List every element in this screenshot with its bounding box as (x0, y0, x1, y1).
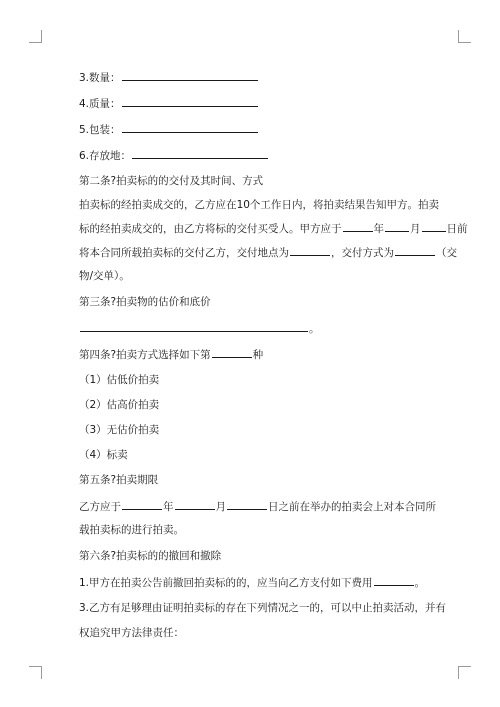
crop-mark-top-left (29, 30, 42, 43)
packaging-label: 5.包装： (79, 124, 121, 136)
valuation-blank (80, 321, 308, 332)
article-5-para-line-1: 乙方应于 年 月 日之前在举办的拍卖会上对本合同所 (79, 501, 436, 513)
quality-blank (122, 96, 258, 107)
withdrawal-fee-blank (374, 575, 414, 586)
article-3-title: 第三条?拍卖物的估价和底价 (79, 296, 211, 308)
option-4: （4）标卖 (79, 449, 128, 461)
storage-line (79, 148, 439, 163)
option-3: （3）无估价拍卖 (79, 424, 160, 436)
article-6-clause-1: 1.甲方在拍卖公告前撤回拍卖标的的，应当向乙方支付如下费用 。 (79, 577, 426, 589)
packaging-blank (122, 122, 258, 133)
storage-label: 6.存放地： (79, 150, 132, 162)
article-2-para-line-4: 物/交单）。 (79, 270, 130, 282)
article-6-title: 第六条?拍卖标的的撤回和撤除 (79, 550, 222, 562)
delivery-year-blank (343, 221, 373, 232)
crop-mark-bottom-right (458, 666, 471, 679)
article-6-clause-3-line-1: 3.乙方有足够理由证明拍卖标的存在下列情况之一的，可以中止拍卖活动，并有 (79, 602, 447, 614)
quantity-label: 3.数量： (79, 72, 121, 84)
article-5-para-line-2: 载拍卖标的进行拍卖。 (79, 524, 184, 536)
crop-mark-bottom-left (29, 666, 42, 679)
article-5-title: 第五条?拍卖期限 (79, 474, 159, 486)
article-6-clause-3-line-2: 权追究甲方法律责任： (79, 627, 184, 639)
delivery-day-blank (422, 221, 446, 232)
option-2: （2）估高价拍卖 (79, 399, 160, 411)
packaging-line (79, 122, 439, 137)
storage-blank (132, 148, 268, 159)
delivery-month-blank (385, 221, 409, 232)
article-4-title: 第四条?拍卖方式选择如下第 种 (79, 349, 264, 361)
article-2-para-line-1: 拍卖标的经拍卖成交的，乙方应在10个工作日内，将拍卖结果告知甲方。拍卖 (79, 199, 439, 211)
delivery-place-blank (290, 245, 330, 256)
quality-label: 4.质量： (79, 98, 121, 110)
article-2-para-line-2: 标的经拍卖成交的，由乙方将标的交付买受人。甲方应于 年 月 日前 (79, 223, 468, 235)
delivery-method-blank (395, 245, 435, 256)
crop-mark-top-right (458, 30, 471, 43)
article-3-blank-line: 。 (79, 321, 439, 336)
quantity-blank (122, 70, 258, 81)
auction-month-blank (175, 499, 215, 510)
auction-year-blank (122, 499, 162, 510)
article-2-title: 第二条?拍卖标的的交付及其时间、方式 (79, 175, 264, 187)
option-1: （1）估低价拍卖 (79, 374, 160, 386)
quantity-line (79, 70, 439, 85)
auction-method-blank (212, 347, 252, 358)
auction-day-blank (227, 499, 267, 510)
quality-line (79, 96, 439, 111)
article-2-para-line-3: 将本合同所载拍卖标的交付乙方，交付地点为 ，交付方式为 （交 (79, 247, 457, 259)
